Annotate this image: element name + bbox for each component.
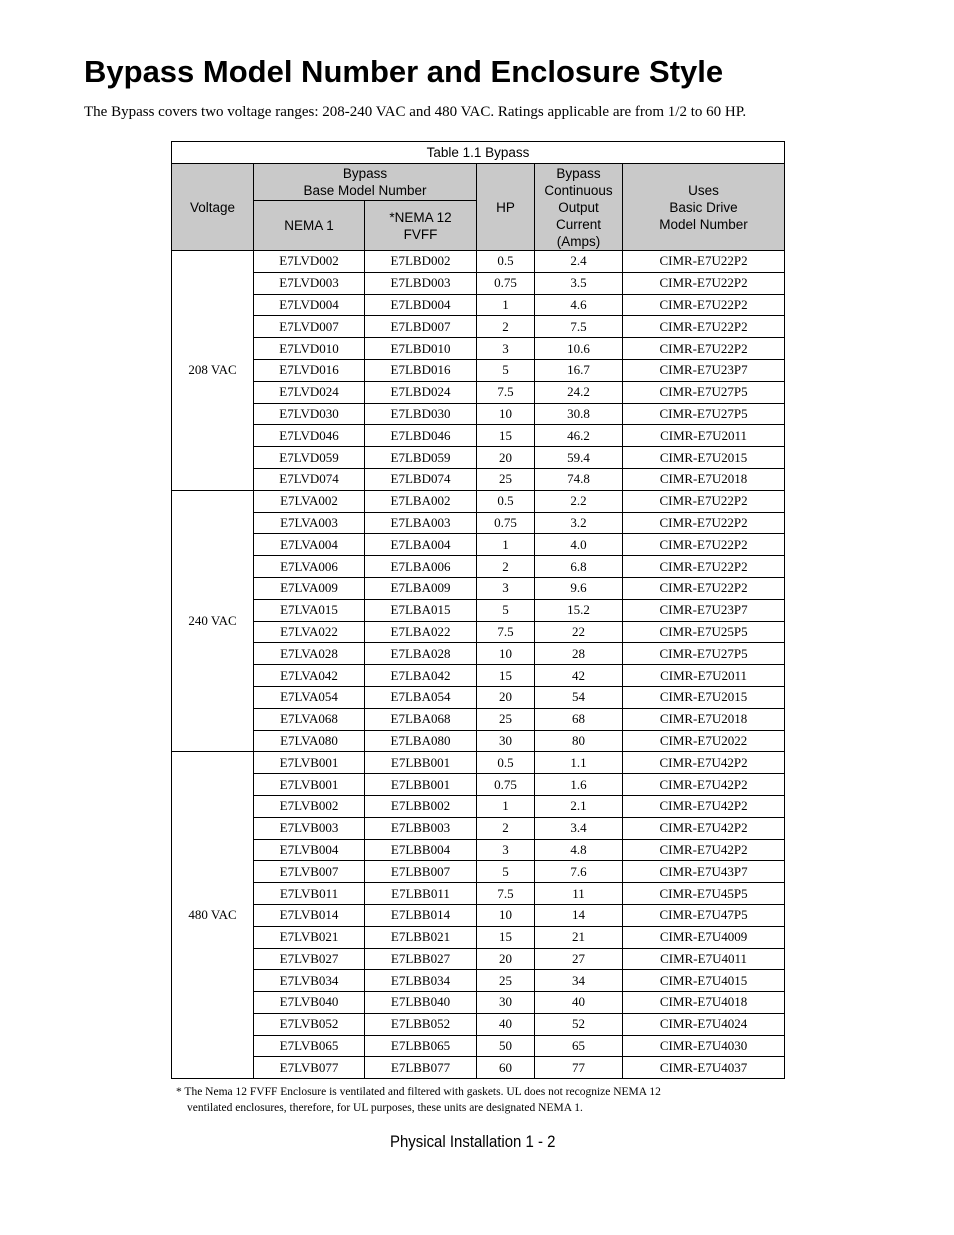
table-row (172, 251, 785, 273)
current-cell: 59.4 (535, 447, 623, 469)
hp-cell: 0.5 (477, 490, 535, 512)
current-cell: 6.8 (535, 556, 623, 578)
nema12-cell: E7LBB052 (365, 1013, 477, 1035)
current-cell: 7.5 (535, 316, 623, 338)
header-current: Bypass Continuous Output Current (Amps) (535, 164, 623, 251)
table-row (172, 621, 785, 643)
hp-cell: 0.5 (477, 752, 535, 774)
table-caption: Table 1.1 Bypass (172, 142, 785, 164)
table-row (172, 904, 785, 926)
nema12-cell: E7LBB001 (365, 752, 477, 774)
current-cell: 4.6 (535, 294, 623, 316)
nema12-cell: E7LBA006 (365, 556, 477, 578)
header-voltage: Voltage (172, 164, 254, 251)
current-cell: 1.1 (535, 752, 623, 774)
current-cell: 1.6 (535, 774, 623, 796)
page-footer: Physical Installation 1 - 2 (390, 1132, 556, 1151)
hp-cell: 30 (477, 992, 535, 1014)
drive-model-cell: CIMR-E7U2022 (623, 730, 785, 752)
current-cell: 15.2 (535, 599, 623, 621)
current-cell: 28 (535, 643, 623, 665)
current-cell: 34 (535, 970, 623, 992)
bypass-table (171, 141, 785, 1079)
header-drive-model: Uses Basic Drive Model Number (623, 164, 785, 251)
nema1-cell: E7LVB011 (254, 883, 365, 905)
nema1-cell: E7LVB014 (254, 904, 365, 926)
nema12-cell: E7LBD074 (365, 468, 477, 490)
hp-cell: 7.5 (477, 621, 535, 643)
nema1-cell: E7LVB034 (254, 970, 365, 992)
nema12-cell: E7LBA004 (365, 534, 477, 556)
hp-cell: 3 (477, 839, 535, 861)
current-cell: 30.8 (535, 403, 623, 425)
current-cell: 24.2 (535, 381, 623, 403)
nema12-cell: E7LBD016 (365, 359, 477, 381)
hp-cell: 5 (477, 861, 535, 883)
drive-model-cell: CIMR-E7U4030 (623, 1035, 785, 1057)
nema1-cell: E7LVA068 (254, 708, 365, 730)
current-cell: 80 (535, 730, 623, 752)
drive-model-cell: CIMR-E7U2015 (623, 686, 785, 708)
voltage-cell: 208 VAC (172, 251, 254, 491)
hp-cell: 3 (477, 577, 535, 599)
nema1-cell: E7LVD004 (254, 294, 365, 316)
nema12-cell: E7LBB034 (365, 970, 477, 992)
table-row (172, 839, 785, 861)
drive-model-cell: CIMR-E7U42P2 (623, 839, 785, 861)
hp-cell: 30 (477, 730, 535, 752)
nema12-cell: E7LBA003 (365, 512, 477, 534)
table-row (172, 359, 785, 381)
hp-cell: 25 (477, 468, 535, 490)
hp-cell: 60 (477, 1057, 535, 1079)
hp-cell: 2 (477, 556, 535, 578)
nema1-cell: E7LVD002 (254, 251, 365, 273)
nema1-cell: E7LVD030 (254, 403, 365, 425)
table-row (172, 272, 785, 294)
drive-model-cell: CIMR-E7U22P2 (623, 294, 785, 316)
nema12-cell: E7LBB007 (365, 861, 477, 883)
hp-cell: 2 (477, 316, 535, 338)
header-nema1: NEMA 1 (254, 201, 365, 251)
nema12-cell: E7LBD046 (365, 425, 477, 447)
current-cell: 9.6 (535, 577, 623, 599)
nema1-cell: E7LVD007 (254, 316, 365, 338)
drive-model-cell: CIMR-E7U42P2 (623, 752, 785, 774)
hp-cell: 50 (477, 1035, 535, 1057)
nema12-cell: E7LBA009 (365, 577, 477, 599)
hp-cell: 10 (477, 403, 535, 425)
drive-model-cell: CIMR-E7U23P7 (623, 359, 785, 381)
current-cell: 68 (535, 708, 623, 730)
drive-model-cell: CIMR-E7U22P2 (623, 534, 785, 556)
drive-model-cell: CIMR-E7U22P2 (623, 316, 785, 338)
drive-model-cell: CIMR-E7U4024 (623, 1013, 785, 1035)
nema12-cell: E7LBA002 (365, 490, 477, 512)
hp-cell: 2 (477, 817, 535, 839)
table-body (172, 251, 785, 1079)
drive-model-cell: CIMR-E7U4018 (623, 992, 785, 1014)
nema1-cell: E7LVB002 (254, 795, 365, 817)
drive-model-cell: CIMR-E7U43P7 (623, 861, 785, 883)
nema1-cell: E7LVA015 (254, 599, 365, 621)
nema1-cell: E7LVD010 (254, 338, 365, 360)
nema1-cell: E7LVA002 (254, 490, 365, 512)
drive-model-cell: CIMR-E7U4037 (623, 1057, 785, 1079)
nema1-cell: E7LVD074 (254, 468, 365, 490)
nema12-cell: E7LBB004 (365, 839, 477, 861)
current-cell: 21 (535, 926, 623, 948)
nema1-cell: E7LVD046 (254, 425, 365, 447)
nema1-cell: E7LVA004 (254, 534, 365, 556)
drive-model-cell: CIMR-E7U2018 (623, 708, 785, 730)
header-base-model: Bypass Base Model Number (254, 164, 477, 201)
current-cell: 42 (535, 665, 623, 687)
nema1-cell: E7LVB052 (254, 1013, 365, 1035)
voltage-cell: 480 VAC (172, 752, 254, 1079)
intro-paragraph: The Bypass covers two voltage ranges: 208-240 VAC and 480 VAC. Ratings applicable are from 1/2 to 60 HP. (84, 104, 747, 120)
current-cell: 65 (535, 1035, 623, 1057)
drive-model-cell: CIMR-E7U22P2 (623, 512, 785, 534)
current-cell: 27 (535, 948, 623, 970)
current-cell: 3.5 (535, 272, 623, 294)
table-row (172, 665, 785, 687)
table-row (172, 926, 785, 948)
nema12-cell: E7LBB001 (365, 774, 477, 796)
nema1-cell: E7LVD003 (254, 272, 365, 294)
nema1-cell: E7LVB001 (254, 774, 365, 796)
hp-cell: 10 (477, 643, 535, 665)
nema12-cell: E7LBA042 (365, 665, 477, 687)
table-row (172, 316, 785, 338)
nema12-cell: E7LBB014 (365, 904, 477, 926)
current-cell: 11 (535, 883, 623, 905)
hp-cell: 25 (477, 970, 535, 992)
drive-model-cell: CIMR-E7U47P5 (623, 904, 785, 926)
current-cell: 2.2 (535, 490, 623, 512)
nema12-cell: E7LBA028 (365, 643, 477, 665)
table-row (172, 970, 785, 992)
nema1-cell: E7LVA006 (254, 556, 365, 578)
drive-model-cell: CIMR-E7U42P2 (623, 817, 785, 839)
hp-cell: 1 (477, 795, 535, 817)
table-row (172, 577, 785, 599)
current-cell: 3.2 (535, 512, 623, 534)
header-nema12: *NEMA 12 FVFF (365, 201, 477, 251)
current-cell: 40 (535, 992, 623, 1014)
table-row (172, 730, 785, 752)
nema1-cell: E7LVD059 (254, 447, 365, 469)
hp-cell: 20 (477, 948, 535, 970)
hp-cell: 0.5 (477, 251, 535, 273)
hp-cell: 7.5 (477, 883, 535, 905)
drive-model-cell: CIMR-E7U42P2 (623, 795, 785, 817)
table-row (172, 1035, 785, 1057)
page-title: Bypass Model Number and Enclosure Style (84, 54, 724, 89)
hp-cell: 20 (477, 447, 535, 469)
hp-cell: 3 (477, 338, 535, 360)
nema1-cell: E7LVB040 (254, 992, 365, 1014)
table-row (172, 817, 785, 839)
drive-model-cell: CIMR-E7U22P2 (623, 577, 785, 599)
table-row (172, 556, 785, 578)
header-hp: HP (477, 164, 535, 251)
nema12-cell: E7LBD007 (365, 316, 477, 338)
hp-cell: 5 (477, 599, 535, 621)
table-row (172, 643, 785, 665)
voltage-cell: 240 VAC (172, 490, 254, 752)
table-row (172, 381, 785, 403)
table-row (172, 861, 785, 883)
nema12-cell: E7LBD030 (365, 403, 477, 425)
nema1-cell: E7LVB003 (254, 817, 365, 839)
nema12-cell: E7LBD024 (365, 381, 477, 403)
nema1-cell: E7LVA009 (254, 577, 365, 599)
drive-model-cell: CIMR-E7U4015 (623, 970, 785, 992)
current-cell: 16.7 (535, 359, 623, 381)
nema1-cell: E7LVB007 (254, 861, 365, 883)
table-row (172, 534, 785, 556)
current-cell: 7.6 (535, 861, 623, 883)
current-cell: 2.1 (535, 795, 623, 817)
current-cell: 3.4 (535, 817, 623, 839)
footnote (176, 1084, 776, 1116)
drive-model-cell: CIMR-E7U22P2 (623, 490, 785, 512)
table-row (172, 468, 785, 490)
hp-cell: 20 (477, 686, 535, 708)
footnote-line-2: ventilated enclosures, therefore, for UL purposes, these units are designated NEMA 1. (187, 1102, 583, 1114)
hp-cell: 0.75 (477, 512, 535, 534)
nema12-cell: E7LBD059 (365, 447, 477, 469)
current-cell: 10.6 (535, 338, 623, 360)
nema12-cell: E7LBB065 (365, 1035, 477, 1057)
drive-model-cell: CIMR-E7U2011 (623, 665, 785, 687)
nema12-cell: E7LBD004 (365, 294, 477, 316)
nema1-cell: E7LVB027 (254, 948, 365, 970)
nema12-cell: E7LBA080 (365, 730, 477, 752)
nema1-cell: E7LVD024 (254, 381, 365, 403)
nema1-cell: E7LVA028 (254, 643, 365, 665)
nema12-cell: E7LBB011 (365, 883, 477, 905)
drive-model-cell: CIMR-E7U27P5 (623, 403, 785, 425)
hp-cell: 15 (477, 665, 535, 687)
hp-cell: 40 (477, 1013, 535, 1035)
drive-model-cell: CIMR-E7U22P2 (623, 251, 785, 273)
nema1-cell: E7LVD016 (254, 359, 365, 381)
current-cell: 74.8 (535, 468, 623, 490)
nema1-cell: E7LVB021 (254, 926, 365, 948)
hp-cell: 15 (477, 425, 535, 447)
drive-model-cell: CIMR-E7U4009 (623, 926, 785, 948)
hp-cell: 1 (477, 534, 535, 556)
drive-model-cell: CIMR-E7U23P7 (623, 599, 785, 621)
footnote-line-1: * The Nema 12 FVFF Enclosure is ventilated and filtered with gaskets. UL does not recognize NEMA 12 (176, 1086, 661, 1098)
table-row (172, 883, 785, 905)
table-row (172, 294, 785, 316)
nema1-cell: E7LVA003 (254, 512, 365, 534)
current-cell: 22 (535, 621, 623, 643)
table-row (172, 1057, 785, 1079)
current-cell: 14 (535, 904, 623, 926)
table-row (172, 774, 785, 796)
hp-cell: 10 (477, 904, 535, 926)
drive-model-cell: CIMR-E7U45P5 (623, 883, 785, 905)
drive-model-cell: CIMR-E7U27P5 (623, 643, 785, 665)
drive-model-cell: CIMR-E7U22P2 (623, 338, 785, 360)
drive-model-cell: CIMR-E7U42P2 (623, 774, 785, 796)
nema12-cell: E7LBD010 (365, 338, 477, 360)
table-row (172, 686, 785, 708)
hp-cell: 25 (477, 708, 535, 730)
drive-model-cell: CIMR-E7U22P2 (623, 556, 785, 578)
table-row (172, 403, 785, 425)
hp-cell: 7.5 (477, 381, 535, 403)
nema12-cell: E7LBB027 (365, 948, 477, 970)
nema12-cell: E7LBD003 (365, 272, 477, 294)
nema12-cell: E7LBD002 (365, 251, 477, 273)
table-row (172, 338, 785, 360)
current-cell: 4.0 (535, 534, 623, 556)
hp-cell: 15 (477, 926, 535, 948)
nema12-cell: E7LBA015 (365, 599, 477, 621)
current-cell: 4.8 (535, 839, 623, 861)
nema12-cell: E7LBA068 (365, 708, 477, 730)
table-row (172, 447, 785, 469)
nema1-cell: E7LVA054 (254, 686, 365, 708)
table-row (172, 490, 785, 512)
drive-model-cell: CIMR-E7U2015 (623, 447, 785, 469)
current-cell: 54 (535, 686, 623, 708)
table-row (172, 599, 785, 621)
nema12-cell: E7LBB040 (365, 992, 477, 1014)
drive-model-cell: CIMR-E7U2018 (623, 468, 785, 490)
nema1-cell: E7LVB065 (254, 1035, 365, 1057)
nema1-cell: E7LVA042 (254, 665, 365, 687)
table-row (172, 1013, 785, 1035)
drive-model-cell: CIMR-E7U25P5 (623, 621, 785, 643)
nema12-cell: E7LBA022 (365, 621, 477, 643)
table-row (172, 795, 785, 817)
table-row (172, 425, 785, 447)
table-row (172, 708, 785, 730)
nema1-cell: E7LVA022 (254, 621, 365, 643)
drive-model-cell: CIMR-E7U4011 (623, 948, 785, 970)
drive-model-cell: CIMR-E7U22P2 (623, 272, 785, 294)
nema12-cell: E7LBB003 (365, 817, 477, 839)
nema12-cell: E7LBA054 (365, 686, 477, 708)
current-cell: 2.4 (535, 251, 623, 273)
table-row (172, 948, 785, 970)
current-cell: 46.2 (535, 425, 623, 447)
hp-cell: 0.75 (477, 272, 535, 294)
nema12-cell: E7LBB002 (365, 795, 477, 817)
hp-cell: 5 (477, 359, 535, 381)
table-row (172, 752, 785, 774)
hp-cell: 0.75 (477, 774, 535, 796)
current-cell: 77 (535, 1057, 623, 1079)
nema1-cell: E7LVA080 (254, 730, 365, 752)
nema1-cell: E7LVB001 (254, 752, 365, 774)
drive-model-cell: CIMR-E7U27P5 (623, 381, 785, 403)
current-cell: 52 (535, 1013, 623, 1035)
nema12-cell: E7LBB021 (365, 926, 477, 948)
table-row (172, 512, 785, 534)
hp-cell: 1 (477, 294, 535, 316)
nema1-cell: E7LVB077 (254, 1057, 365, 1079)
drive-model-cell: CIMR-E7U2011 (623, 425, 785, 447)
nema1-cell: E7LVB004 (254, 839, 365, 861)
nema12-cell: E7LBB077 (365, 1057, 477, 1079)
table-row (172, 992, 785, 1014)
